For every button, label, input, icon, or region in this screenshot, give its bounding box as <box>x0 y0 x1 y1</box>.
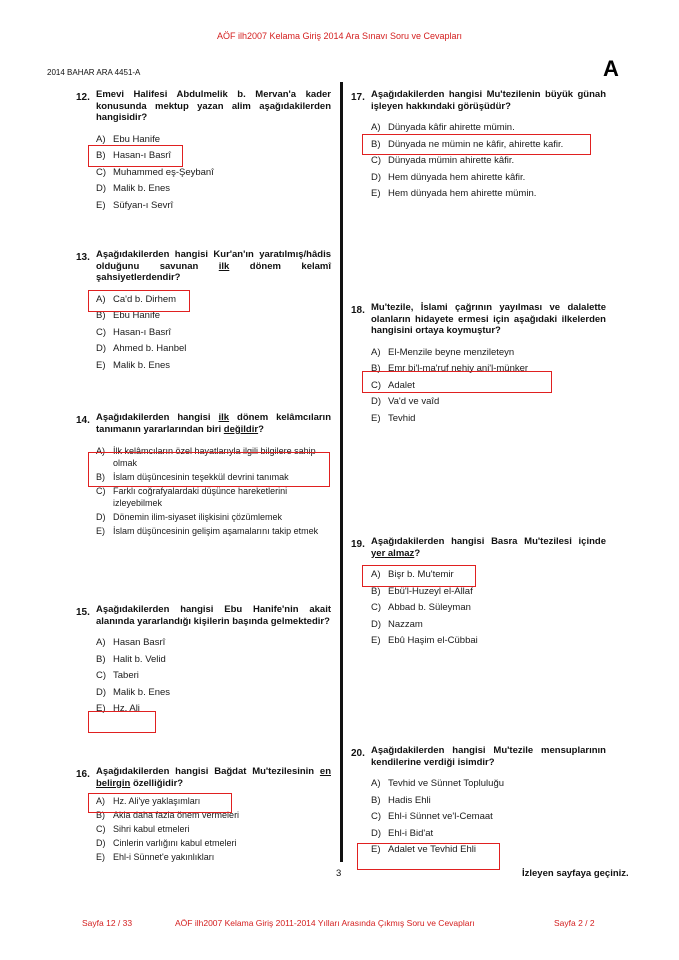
option-e[interactable] <box>96 851 331 863</box>
question-number: 14. <box>76 415 90 426</box>
option-letter: D) <box>96 183 107 194</box>
option-text: Hem dünyada hem ahirette kâfir. <box>388 171 526 183</box>
option-letter: E) <box>371 844 381 855</box>
option-letter: C) <box>371 811 382 822</box>
question-13 <box>76 249 331 376</box>
option-text: Tevhid <box>388 412 416 424</box>
footer-left: Sayfa 12 / 33 <box>82 918 133 928</box>
question-text: Aşağıdakilerden hangisi Bağdat Mu'tezilesinin en belirgin özelliğidir? <box>96 766 331 789</box>
option-text: Ebû Haşim el-Cübbai <box>388 635 478 646</box>
option-b[interactable] <box>371 363 606 375</box>
exam-code: 2014 BAHAR ARA 4451-A <box>47 68 141 77</box>
option-letter: D) <box>96 343 107 354</box>
option-letter: C) <box>371 602 382 613</box>
option-b[interactable] <box>96 471 331 483</box>
option-letter: A) <box>371 346 381 358</box>
option-text: Ebu Hanife <box>113 133 161 145</box>
option-c[interactable] <box>371 811 606 823</box>
option-e[interactable] <box>371 413 606 425</box>
option-text: Cinlerin varlığını kabul etmeleri <box>113 838 237 848</box>
option-b[interactable] <box>96 310 331 322</box>
option-b[interactable] <box>371 795 606 807</box>
option-a[interactable] <box>96 134 331 146</box>
option-letter: C) <box>371 379 382 391</box>
question-18 <box>351 302 606 429</box>
option-text: El-Menzile beyne menzileteyn <box>388 346 515 358</box>
question-text: Aşağıdakilerden hangisi Kur'an'ın yaratılmış/hâdis olduğunu savunan ilk dönem kelamî şahsiyetlerdendir? <box>96 249 331 283</box>
question-number: 19. <box>351 539 365 550</box>
option-text: Tevhid ve Sünnet Topluluğu <box>388 778 505 789</box>
question-text: Aşağıdakilerden hangisi Ebu Hanife'nin akait alanında yararlandığı kişilerin başında gelmektedir? <box>96 604 331 627</box>
option-text: Ehl-i Sünnet ve'l-Cemaat <box>388 811 493 822</box>
footer-right: Sayfa 2 / 2 <box>554 918 595 928</box>
option-text: Hasan-ı Basrî <box>113 326 172 338</box>
option-letter: C) <box>96 670 107 681</box>
options <box>96 445 331 537</box>
option-text: Halit b. Velid <box>113 653 166 665</box>
option-c[interactable] <box>96 485 331 509</box>
option-b[interactable] <box>96 809 331 821</box>
option-text: İlk kelâmcıların özel hayatlarıyla ilgili bilgilere sahip olmak <box>113 446 316 468</box>
option-c[interactable] <box>96 327 331 339</box>
page-number: 3 <box>336 868 342 879</box>
option-letter: B) <box>371 363 381 374</box>
option-e[interactable] <box>96 703 331 715</box>
option-d[interactable] <box>96 511 331 523</box>
options <box>96 134 331 212</box>
option-letter: E) <box>371 188 381 199</box>
option-text: Hz. Ali'ye yaklaşımları <box>113 796 201 806</box>
option-text: Hasan Basrî <box>113 637 166 648</box>
option-text: Hasan-ı Basrî <box>113 150 172 161</box>
question-19 <box>351 536 606 652</box>
options <box>371 569 606 647</box>
option-text: Hadis Ehli <box>388 794 431 806</box>
option-e[interactable] <box>371 635 606 647</box>
option-d[interactable] <box>371 828 606 840</box>
option-letter: A) <box>371 569 381 580</box>
question-20 <box>351 745 606 861</box>
option-text: Ahmed b. Hanbel <box>113 343 187 354</box>
option-text: Ehl-i Sünnet'e yakınlıkları <box>113 852 215 862</box>
question-number: 20. <box>351 748 365 759</box>
options <box>371 778 606 856</box>
option-a[interactable] <box>96 795 331 807</box>
option-text: Ebü'l-Huzeyl el-Allaf <box>388 585 473 597</box>
option-letter: D) <box>371 618 382 630</box>
question-number: 17. <box>351 92 365 103</box>
option-c[interactable] <box>371 602 606 614</box>
option-letter: B) <box>371 794 381 806</box>
option-letter: C) <box>96 326 107 338</box>
option-text: Ebu Hanife <box>113 310 161 321</box>
option-d[interactable] <box>96 183 331 195</box>
option-letter: D) <box>371 396 382 407</box>
option-e[interactable] <box>96 525 331 537</box>
option-text: Ehl-i Bid'at <box>388 827 434 839</box>
option-a[interactable] <box>371 778 606 790</box>
option-a[interactable] <box>96 637 331 649</box>
option-letter: E) <box>96 526 105 536</box>
option-text: Süfyan-ı Sevrî <box>113 199 174 211</box>
option-text: Dünyada ne mümin ne kâfir, ahirette kafir. <box>388 138 564 150</box>
option-letter: E) <box>96 703 106 714</box>
option-letter: B) <box>96 150 106 161</box>
top-title: AÖF ilh2007 Kelama Giriş 2014 Ara Sınavı Soru ve Cevapları <box>216 31 463 41</box>
option-a[interactable] <box>96 445 331 469</box>
option-text: İslam düşüncesinin teşekkül devrini tanımak <box>113 472 289 482</box>
option-c[interactable] <box>371 155 606 167</box>
question-16 <box>76 766 331 865</box>
option-d[interactable] <box>96 837 331 849</box>
option-a[interactable] <box>96 294 331 306</box>
option-b[interactable] <box>371 139 606 151</box>
option-c[interactable] <box>96 167 331 179</box>
option-a[interactable] <box>371 347 606 359</box>
option-d[interactable] <box>96 687 331 699</box>
column-divider <box>340 82 343 862</box>
option-letter: D) <box>96 686 107 698</box>
option-letter: C) <box>96 486 106 496</box>
options <box>96 637 331 715</box>
option-letter: B) <box>96 810 105 820</box>
option-text: Nazzam <box>388 618 423 630</box>
option-text: Dünyada mümin ahirette kâfir. <box>388 155 515 166</box>
option-text: Malik b. Enes <box>113 183 171 194</box>
options <box>96 294 331 372</box>
option-letter: A) <box>96 293 106 305</box>
question-14 <box>76 412 332 539</box>
option-text: İslam düşüncesinin gelişim aşamalarını takip etmek <box>113 526 319 536</box>
option-letter: B) <box>371 138 381 150</box>
option-b[interactable] <box>371 586 606 598</box>
question-text: Aşağıdakilerden hangisi ilk dönem kelâmcıların tanımanın yararlarından biri değildir? <box>96 412 332 435</box>
option-d[interactable] <box>371 396 606 408</box>
next-page-note: İzleyen sayfaya geçiniz. <box>522 868 629 879</box>
option-a[interactable] <box>371 569 606 581</box>
option-text: Farklı coğrafyalardaki düşünce hareketlerini izleyebilmek <box>113 486 288 508</box>
question-text: Mu'tezile, İslami çağrının yayılması ve dalalette olanların hidayete ermesi için aşağıdaki ilkelerden hangisini ortaya koymuştur? <box>371 302 606 336</box>
option-text: Malik b. Enes <box>113 359 171 371</box>
option-e[interactable] <box>96 200 331 212</box>
question-number: 13. <box>76 252 90 263</box>
option-text: Malik b. Enes <box>113 686 171 698</box>
option-letter: D) <box>371 171 382 183</box>
question-text: Emevi Halifesi Abdulmelik b. Mervan'a kader konusunda mektup yazan alim aşağıdakilerden hangisidir? <box>96 89 331 123</box>
option-letter: A) <box>96 637 106 648</box>
option-e[interactable] <box>96 360 331 372</box>
option-letter: A) <box>371 778 381 789</box>
options <box>371 347 606 425</box>
option-letter: D) <box>371 827 382 839</box>
option-letter: A) <box>371 122 381 133</box>
option-letter: B) <box>96 653 106 665</box>
option-text: Sihri kabul etmeleri <box>113 824 190 834</box>
option-letter: B) <box>96 472 105 482</box>
option-c[interactable] <box>371 380 606 392</box>
option-letter: A) <box>96 796 105 806</box>
option-text: Akla daha fazla önem vermeleri <box>113 810 240 820</box>
option-letter: C) <box>96 824 106 834</box>
option-text: Dünyada kâfir ahirette mümin. <box>388 122 515 133</box>
options <box>96 795 331 863</box>
option-letter: D) <box>96 838 106 848</box>
question-number: 15. <box>76 607 90 618</box>
option-text: Muhammed eş-Şeybanî <box>113 166 214 178</box>
option-text: Hz. Ali <box>113 703 140 714</box>
question-number: 16. <box>76 769 90 780</box>
option-letter: C) <box>96 166 107 178</box>
question-number: 12. <box>76 92 90 103</box>
option-letter: D) <box>96 512 106 522</box>
option-text: Dönemin ilim-siyaset ilişkisini çözümlemek <box>113 512 283 522</box>
option-d[interactable] <box>371 619 606 631</box>
option-text: Taberi <box>113 670 139 681</box>
options <box>371 122 606 200</box>
option-b[interactable] <box>96 150 331 162</box>
option-text: Bişr b. Mu'temir <box>388 569 454 580</box>
option-c[interactable] <box>96 670 331 682</box>
option-letter: C) <box>371 155 382 166</box>
option-text: Adalet ve Tevhid Ehli <box>388 844 477 855</box>
option-c[interactable] <box>96 823 331 835</box>
option-letter: B) <box>96 310 106 321</box>
question-17 <box>351 89 606 205</box>
question-text: Aşağıdakilerden hangisi Mu'tezilenin büyük günah işleyen hakkındaki görüşüdür? <box>371 89 606 112</box>
option-letter: E) <box>371 635 381 646</box>
option-text: Abbad b. Süleyman <box>388 602 471 613</box>
booklet-letter: A <box>603 56 619 81</box>
option-letter: E) <box>96 852 105 862</box>
option-letter: E) <box>96 199 106 211</box>
question-12 <box>76 89 331 216</box>
option-d[interactable] <box>96 343 331 355</box>
option-e[interactable] <box>371 844 606 856</box>
option-letter: A) <box>96 133 106 145</box>
question-text: Aşağıdakilerden hangisi Basra Mu'tezilesi içinde yer almaz? <box>371 536 606 559</box>
option-text: Adalet <box>388 379 415 391</box>
option-letter: B) <box>371 585 381 597</box>
option-letter: A) <box>96 446 105 456</box>
option-a[interactable] <box>371 122 606 134</box>
option-e[interactable] <box>371 188 606 200</box>
option-letter: E) <box>371 412 381 424</box>
option-text: Va'd ve vaîd <box>388 396 440 407</box>
option-text: Ca'd b. Dirhem <box>113 293 177 305</box>
option-d[interactable] <box>371 172 606 184</box>
question-15 <box>76 604 331 720</box>
option-letter: E) <box>96 359 106 371</box>
option-b[interactable] <box>96 654 331 666</box>
question-number: 18. <box>351 305 365 316</box>
question-text: Aşağıdakilerden hangisi Mu'tezile mensuplarının kendilerine verdiği isimdir? <box>371 745 606 768</box>
footer-center: AÖF ilh2007 Kelama Giriş 2011-2014 Yılları Arasında Çıkmış Soru ve Cevapları <box>175 918 475 928</box>
option-text: Hem dünyada hem ahirette mümin. <box>388 188 537 199</box>
option-text: Emr bi'l-ma'ruf nehiy ani'l-münker <box>388 363 529 374</box>
